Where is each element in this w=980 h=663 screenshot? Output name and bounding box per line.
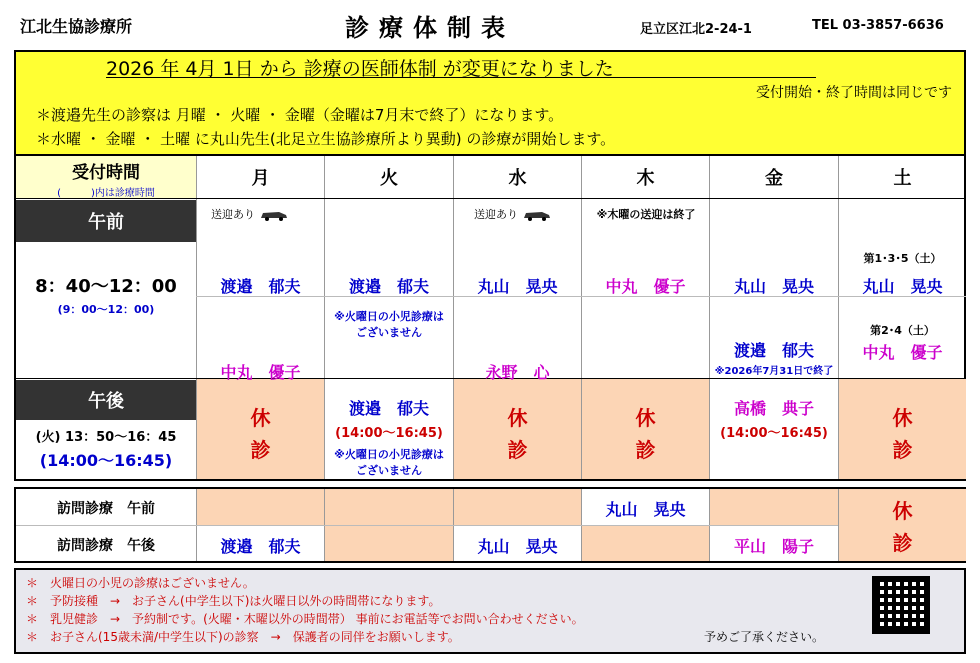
car-icon xyxy=(259,209,289,221)
schedule-table xyxy=(14,156,966,481)
footer-note-3: ＊ 乳児健診 → 予約制です。(火曜・木曜以外の時間帯） 事前にお電話等でお問い合わせください。 xyxy=(26,612,584,626)
am-consult-time: (9：00～12：00) xyxy=(57,303,155,316)
visit-am-label: 訪問診療 午前 xyxy=(57,501,155,517)
footer-note-2: ＊ 予防接種 → お子さん(中学生以下)は火曜日以外の時間帯になります。 xyxy=(26,594,441,608)
wed-pm-closed-2: 診 xyxy=(507,438,528,462)
pickup-mon-text: 送迎あり xyxy=(211,208,255,221)
fri-am-doctor-1: 丸山 晃央 xyxy=(733,277,814,296)
wed-am-doctor-1: 丸山 晃央 xyxy=(477,277,558,296)
fri-pm-time: (14:00～16:45) xyxy=(720,426,828,441)
page-title: 診療体制表 xyxy=(345,14,515,42)
wed-pm-closed-1: 休 xyxy=(507,406,528,430)
clinic-address: 足立区江北2-24-1 xyxy=(640,22,752,37)
visit-pm-empty-bg xyxy=(582,526,710,561)
thu-pm-closed-1: 休 xyxy=(635,406,656,430)
mon-am-doctor-2: 中丸 優子 xyxy=(220,363,301,382)
day-header-fri: 金 xyxy=(765,168,783,189)
sat-week-label-1: 第1･3･5（土） xyxy=(863,252,942,265)
sat-pm-closed-2: 診 xyxy=(892,438,913,462)
reception-header xyxy=(16,156,196,198)
sat-week-label-2: 第2･4（土） xyxy=(870,324,935,337)
mon-pm-closed-1: 休 xyxy=(250,406,271,430)
tue-pm-time: (14:00～16:45) xyxy=(335,426,443,441)
visit-pm-wed: 丸山 晃央 xyxy=(477,537,558,556)
thu-pm-closed-2: 診 xyxy=(635,438,656,462)
pm-label: 午後 xyxy=(16,380,196,420)
divider xyxy=(16,525,838,526)
tue-pm-pediatric-note: ※火曜日の小児診療はございません xyxy=(334,448,444,477)
sat-pm-closed-1: 休 xyxy=(892,406,913,430)
visit-am-thu: 丸山 晃央 xyxy=(605,500,686,519)
page-header xyxy=(0,0,980,48)
fri-pm-doctor: 高橋 典子 xyxy=(733,399,814,418)
tue-am-pediatric-note: ※火曜日の小児診療はございません xyxy=(334,310,444,339)
wed-am-doctor-2: 永野 心 xyxy=(485,363,550,382)
clinic-name: 江北生協診療所 xyxy=(20,17,133,36)
clinic-phone: TEL 03-3857-6636 xyxy=(812,18,944,33)
pickup-wed xyxy=(474,206,552,222)
visit-sat-closed-2: 診 xyxy=(892,531,913,555)
day-header-tue: 火 xyxy=(380,168,398,189)
footer-note-4: ＊ お子さん(15歳未満/中学生以下)の診察 → 保護者の同伴をお願いします。 xyxy=(26,630,460,644)
am-reception-time: 8：40～12：00 xyxy=(35,276,177,297)
car-icon xyxy=(522,209,552,221)
notice-subtext: 受付開始・終了時間は同じです xyxy=(756,85,952,101)
notice-line-1: ＊渡邉先生の診察は 月曜 ・ 火曜 ・ 金曜（金曜は7月末で終了）になります。 xyxy=(36,106,564,124)
day-header-sat: 土 xyxy=(893,168,912,189)
fri-am-doctor-2: 渡邉 郁夫 xyxy=(733,341,814,360)
mon-am-doctor-1: 渡邉 郁夫 xyxy=(220,277,301,296)
notice-headline: 2026 年 4月 1日 から 診療の医師体制 が変更になりました xyxy=(106,58,614,80)
am-label: 午前 xyxy=(16,200,196,242)
headline-underline xyxy=(106,77,816,78)
visit-sat-closed-1: 休 xyxy=(892,499,913,523)
home-visit-table xyxy=(14,487,966,563)
footer-note-1: ＊ 火曜日の小児の診療はございません。 xyxy=(26,576,255,590)
footer-note-apology: 予めご了承ください。 xyxy=(704,630,825,644)
pm-consult-time: (14:00～16:45) xyxy=(39,451,173,470)
pickup-mon xyxy=(211,206,289,222)
day-header-thu: 木 xyxy=(636,168,655,189)
sat-am-doctor-2: 中丸 優子 xyxy=(862,343,943,362)
notice-line-2: ＊水曜 ・ 金曜 ・ 土曜 に丸山先生(北足立生協診療所より異動) の診療が開始します。 xyxy=(36,130,616,148)
pickup-thu-ended: ※木曜の送迎は終了 xyxy=(596,208,696,221)
visit-am-empty-bg xyxy=(197,489,581,525)
day-header-mon: 月 xyxy=(251,168,270,189)
reception-title: 受付時間 xyxy=(72,163,140,183)
change-notice xyxy=(14,50,966,156)
fri-am-end-note: ※2026年7月31日で終了 xyxy=(714,366,834,377)
reception-note: ( )内は診療時間 xyxy=(57,188,155,199)
visit-am-empty-bg xyxy=(710,489,838,525)
visit-pm-mon: 渡邉 郁夫 xyxy=(220,537,301,556)
pm-reception-time: (火) 13：50～16：45 xyxy=(35,430,177,445)
thu-am-doctor-1: 中丸 優子 xyxy=(605,277,686,296)
visit-pm-label: 訪問診療 午後 xyxy=(57,538,155,554)
day-header-wed: 水 xyxy=(508,168,527,189)
tue-am-doctor-1: 渡邉 郁夫 xyxy=(348,277,429,296)
visit-pm-empty-bg xyxy=(325,526,453,561)
qr-code-icon[interactable] xyxy=(872,576,930,634)
visit-pm-fri: 平山 陽子 xyxy=(733,537,814,556)
pickup-wed-text: 送迎あり xyxy=(474,208,518,221)
tue-pm-doctor: 渡邉 郁夫 xyxy=(348,399,429,418)
mon-pm-closed-2: 診 xyxy=(250,438,271,462)
footer-notes xyxy=(14,568,966,654)
sat-am-doctor-1: 丸山 晃央 xyxy=(862,277,943,296)
